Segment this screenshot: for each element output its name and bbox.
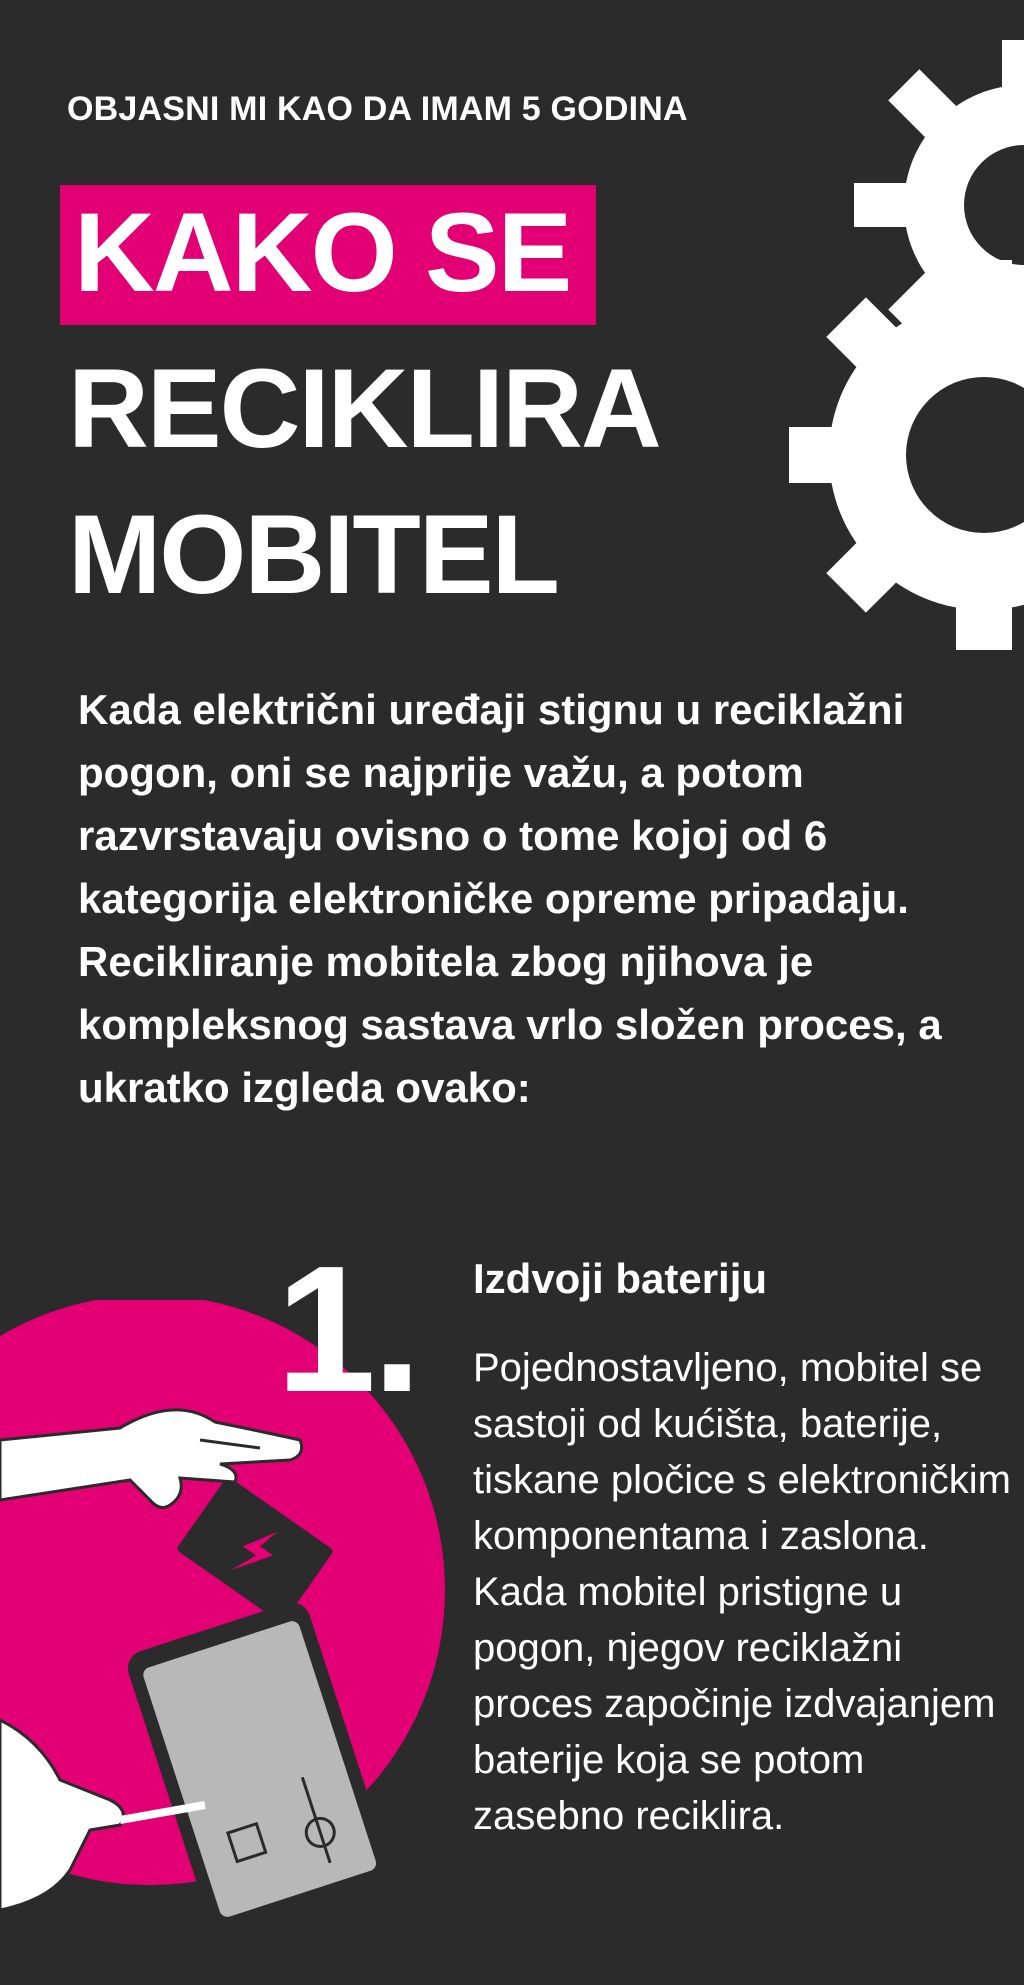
step-description: Pojednostavljeno, mobitel se sastoji od kućišta, baterije, tiskane pločice s elektroničkim komponentama i zaslona. Kada mobitel pristigne u pogon, njegov reciklažni proces započinje izdvajanjem baterije koja se potom zasebno reciklira. [473,1346,1011,1838]
title-line-highlight [60,185,660,325]
title-highlight-box: KAKO SE [60,185,596,325]
eyebrow-label: OBJASNI MI KAO DA IMAM 5 GODINA [67,90,688,128]
title-line-3: MOBITEL [68,492,558,617]
title-line-2: RECIKLIRA [68,346,660,471]
gears-decoration [724,40,1024,670]
step-title: Izdvoji bateriju [473,1255,768,1302]
intro-paragraph: Kada električni uređaji stignu u reciklažni pogon, oni se najprije važu, a potom razvrstavaju ovisno o tome kojoj od 6 kategorija elektroničke opreme pripadaju. Recikliranje mobitela zbog njihova je kompleksnog sastava vrlo složen proces, a ukratko izgleda ovako: [78,686,942,1111]
step-number: 1. [276,1229,419,1430]
page-title [60,185,660,617]
